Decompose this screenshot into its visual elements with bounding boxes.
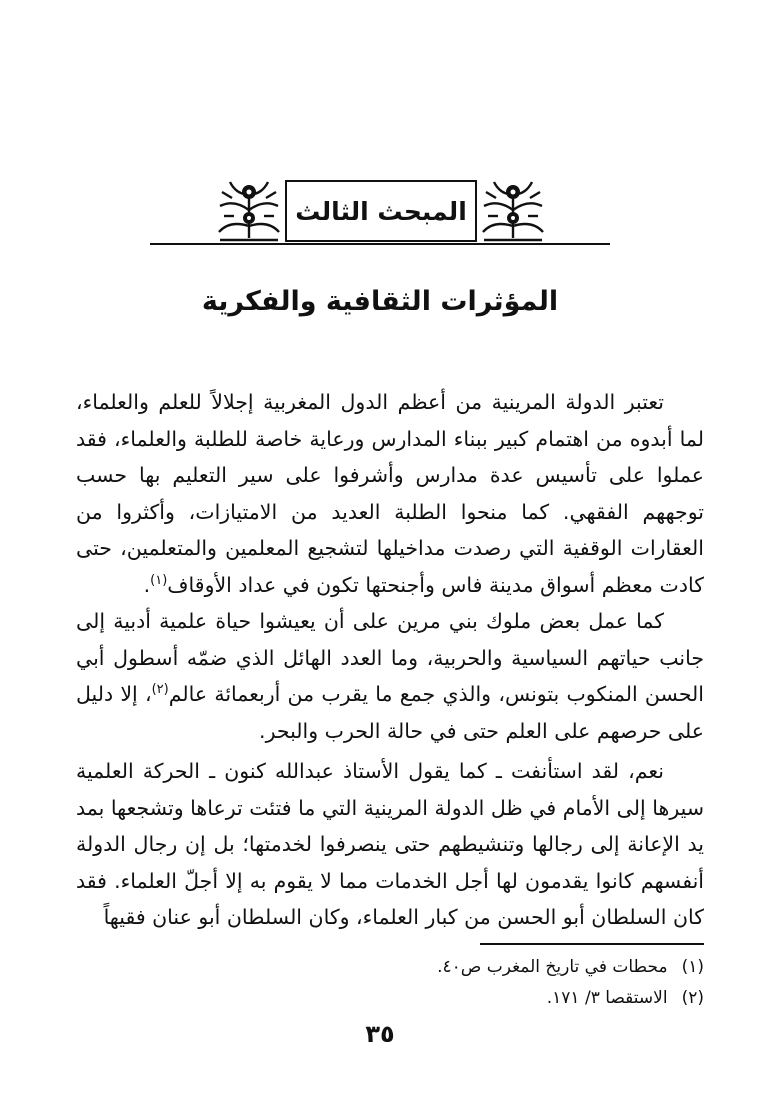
- header-rule: [150, 243, 610, 245]
- paragraph-3: [76, 753, 704, 936]
- paragraph-text: كما عمل بعض ملوك بني مرين على أن يعيشوا حياة علمية أدبية إلى جانب حياتهم السياسية والحربية، وما العدد الهائل الذي ضمّه أسطول أبي الحسن المنكوب بتونس، والذي جمع ما يقرب من أربعمائة عالم: [76, 609, 705, 706]
- footnote-divider: [480, 943, 704, 945]
- footnote-ref-1: (١): [150, 572, 168, 588]
- section-label-box: [285, 180, 477, 242]
- section-title: المؤثرات الثقافية والفكرية: [201, 286, 559, 317]
- footnote-text: محطات في تاريخ المغرب ص٤٠.: [437, 957, 668, 977]
- footnotes: [380, 952, 704, 1014]
- paragraph-1: [76, 384, 704, 603]
- footnote-text: الاستقصا ٣/ ١٧١.: [546, 988, 668, 1008]
- paragraph-text: نعم، لقد استأنفت ـ كما يقول الأستاذ عبدالله كنون ـ الحركة العلمية سيرها إلى الأمام في ظل الدولة المرينية التي ما فتئت ترعاها وتشجعها بمد يد الإعانة إلى رجالها وتنشيطهم حتى ينصرفوا لخدمتها؛ بل إن رجال الدولة أنفسهم كانوا يقدمون لها أجل الخدمات مما لا يقوم به إلا أجلّ العلماء. فقد كان السلطان أبو الحسن من كبار العلماء، وكان السلطان أبو عنان فقيهاً: [76, 759, 704, 929]
- floral-ornament-icon: [480, 172, 546, 242]
- footnote-number: (٢): [681, 988, 704, 1008]
- paragraph-end: ، إلا دليل على حرصهم على العلم حتى في حالة الحرب والبحر.: [76, 682, 704, 743]
- footnote-item: [380, 952, 704, 983]
- paragraph-end: .: [143, 572, 151, 597]
- footnote-number: (١): [681, 957, 704, 977]
- footnote-ref-2: (٢): [151, 682, 169, 698]
- section-label: المبحث الثالث: [295, 196, 467, 226]
- paragraph-text: تعتبر الدولة المرينية من أعظم الدول المغربية إجلالاً للعلم والعلماء، لما أبدوه من اهتمام كبير ببناء المدارس ورعاية خاصة للطلبة والعلماء، فقد عملوا على تأسيس عدة مدارس وأشرفوا على سير التعليم بها حسب توجههم الفقهي. كما منحوا الطلبة العديد من الامتيازات، وأكثروا من العقارات الوقفية التي رصدت مداخيلها لتشجيع المعلمين والمتعلمين، حتى كادت معظم أسواق مدينة فاس وأجنحتها تكون في عداد الأوقاف: [76, 390, 704, 597]
- floral-ornament-icon: [216, 172, 282, 242]
- chapter-header: [150, 170, 610, 260]
- page-number: ٣٥: [365, 1020, 395, 1048]
- paragraph-2: [76, 603, 704, 749]
- footnote-item: [380, 983, 704, 1014]
